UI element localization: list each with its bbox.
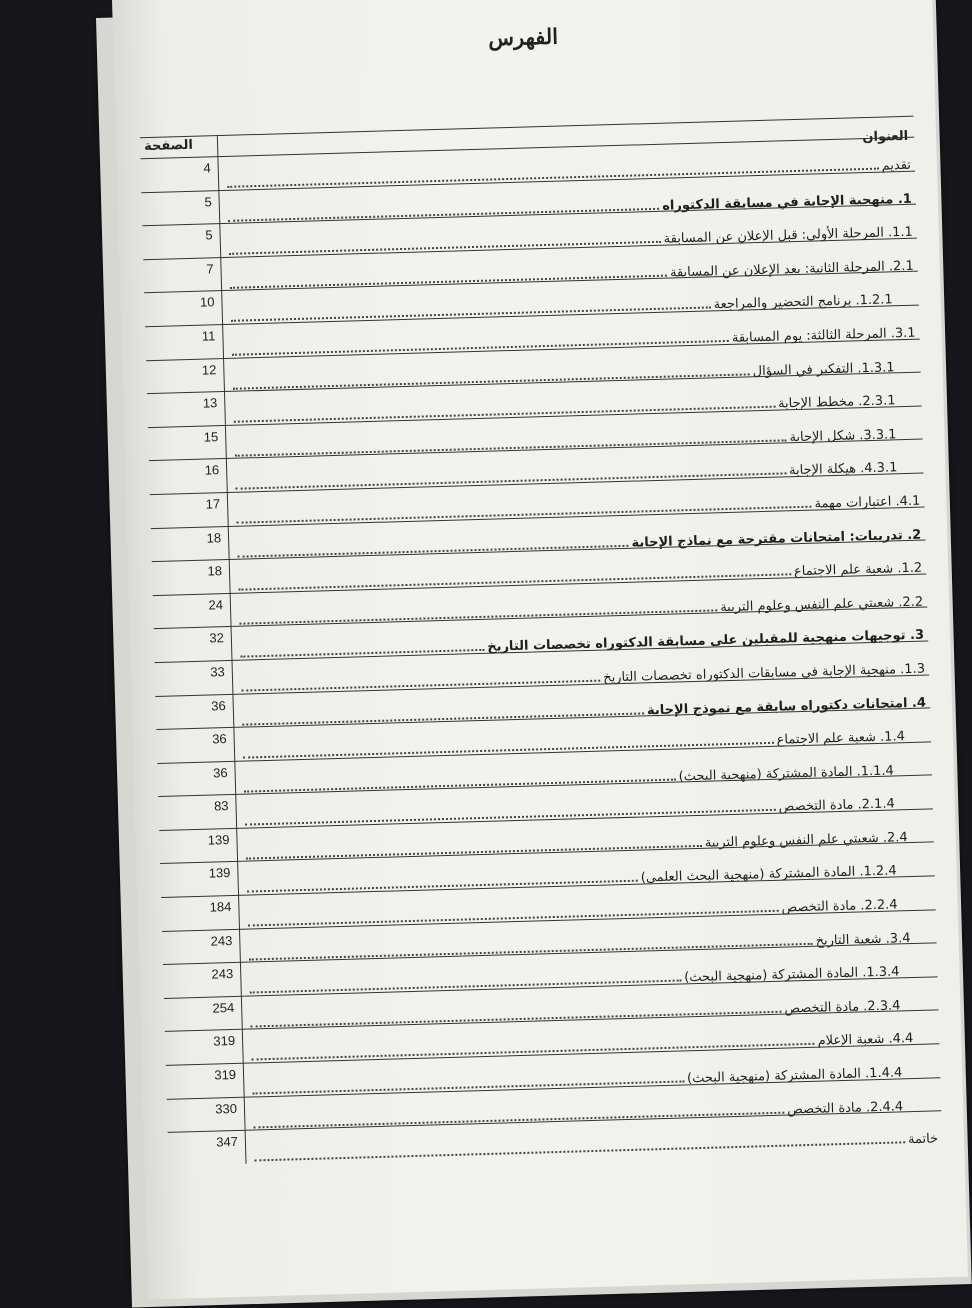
toc-page-number: 18 bbox=[206, 529, 222, 546]
toc-entry-label: 4. امتحانات دكتوراه سابقة مع نموذج الإجابة bbox=[646, 695, 927, 718]
toc-entry bbox=[254, 1127, 938, 1166]
toc-entry-label: 1.2.4. المادة المشتركة (منهجية البحث العلمي) bbox=[640, 863, 897, 887]
toc-entry-label: 1.4.4. المادة المشتركة (منهجية البحث) bbox=[686, 1065, 903, 1087]
toc-page-number: 347 bbox=[216, 1134, 239, 1150]
toc-page-number: 330 bbox=[215, 1100, 238, 1117]
title-column-header: العنوان bbox=[862, 128, 909, 146]
toc-entry-label: 4.4. شعبة الإعلام bbox=[817, 1031, 914, 1050]
toc-entry-label: 4.1. اعتبارات مهمة bbox=[814, 493, 921, 512]
toc-page-number: 5 bbox=[204, 193, 212, 210]
toc-entry-label: 1.3. منهجية الإجابة في مسابقات الدكتوراه تخصصات التاريخ bbox=[602, 661, 926, 686]
toc-entry-label: 1.2. شعبة علم الاجتماع bbox=[793, 560, 923, 580]
toc-entry-label: 1.1. المرحلة الأولى: قبل الإعلان عن المسابقة bbox=[663, 224, 914, 247]
toc-entry-label: 1.3.4. المادة المشتركة (منهجية البحث) bbox=[684, 964, 900, 986]
toc-entry-label: 1. منهجية الإجابة في مسابقة الدكتوراه bbox=[662, 191, 913, 214]
toc-entry-label: 3. توجيهات منهجية للمقبلين على مسابقة الدكتوراه تخصصات التاريخ bbox=[487, 627, 925, 656]
toc-entry-label: 1.1.4. المادة المشتركة (منهجية البحث) bbox=[678, 763, 895, 785]
toc-page-number: 33 bbox=[210, 664, 226, 680]
toc-page-number: 15 bbox=[203, 428, 219, 445]
toc-page-number: 243 bbox=[211, 966, 234, 982]
toc-page-number: 32 bbox=[209, 630, 225, 646]
toc-page-number: 16 bbox=[204, 462, 220, 478]
toc-rows bbox=[140, 137, 942, 1166]
toc-page-number: 36 bbox=[212, 764, 228, 781]
toc-entry-label: 4.3.1. هيكلة الإجابة bbox=[788, 460, 898, 479]
book-page bbox=[112, 0, 968, 1299]
toc-entry-label: 2.2.4. مادة التخصص bbox=[781, 897, 898, 916]
toc-page-number: 319 bbox=[214, 1066, 237, 1083]
toc-page-number: 36 bbox=[211, 731, 227, 747]
toc-entry-label: 2. تدريبات: امتحانات مقترحة مع نماذج الإجابة bbox=[631, 527, 922, 551]
toc-entry-label: 2.4.4. مادة التخصص bbox=[786, 1098, 904, 1118]
toc-page-number: 10 bbox=[199, 294, 215, 311]
toc-page-number: 243 bbox=[210, 932, 233, 949]
toc-entry-label: 1.2.1. برنامج التحضير والمراجعة bbox=[713, 292, 893, 313]
toc-page-number: 7 bbox=[206, 261, 214, 277]
toc-entry-label: 2.1.4. مادة التخصص bbox=[778, 796, 895, 815]
page-column-header: الصفحة bbox=[143, 137, 194, 155]
toc-page-number: 13 bbox=[202, 395, 218, 411]
toc-page-number: 24 bbox=[208, 596, 224, 613]
toc-entry-label: 1.3.1. التفكير في السؤال bbox=[752, 359, 895, 379]
toc-page-number: 18 bbox=[207, 563, 223, 579]
toc-entry-label: 3.3.1. شكل الإجابة bbox=[789, 427, 897, 446]
toc-entry-label: 3.1. المرحلة الثالثة: يوم المسابقة bbox=[731, 325, 916, 346]
toc-page-number: 4 bbox=[203, 160, 211, 176]
toc-page-number: 319 bbox=[213, 1033, 236, 1050]
toc-entry-label: 2.1. المرحلة الثانية: بعد الإعلان عن المسابقة bbox=[669, 258, 914, 281]
toc-page-number: 139 bbox=[208, 865, 231, 882]
toc-page-number: 11 bbox=[201, 328, 216, 344]
toc-table bbox=[140, 116, 942, 1166]
toc-page-number: 83 bbox=[213, 798, 229, 814]
toc-page-number: 184 bbox=[209, 899, 232, 915]
toc-page-number: 5 bbox=[205, 227, 213, 243]
toc-entry-label: 2.2. شعبتي علم النفس وعلوم التربية bbox=[720, 594, 924, 615]
toc-entry-label: 2.3.4. مادة التخصص bbox=[784, 998, 901, 1017]
toc-entry-label: 3.4. شعبة التاريخ bbox=[815, 930, 911, 949]
toc-entry-label: 2.4. شعبتي علم النفس وعلوم التربية bbox=[704, 829, 908, 851]
toc-entry-label: خاتمة bbox=[907, 1131, 939, 1148]
toc-page-number: 12 bbox=[201, 361, 217, 378]
toc-entry-label: 2.3.1. مخطط الإجابة bbox=[777, 393, 896, 412]
toc-entry-label: تقديم bbox=[881, 157, 912, 174]
toc-page-number: 139 bbox=[207, 831, 230, 848]
toc-page-number: 36 bbox=[211, 697, 226, 714]
toc-leader-dots bbox=[254, 1141, 905, 1162]
toc-page-number: 254 bbox=[212, 999, 235, 1016]
page-title: الفهرس bbox=[487, 23, 559, 51]
toc-entry-label: 1.4. شعبة علم الاجتماع bbox=[776, 729, 906, 748]
toc-page-number: 17 bbox=[205, 496, 221, 512]
